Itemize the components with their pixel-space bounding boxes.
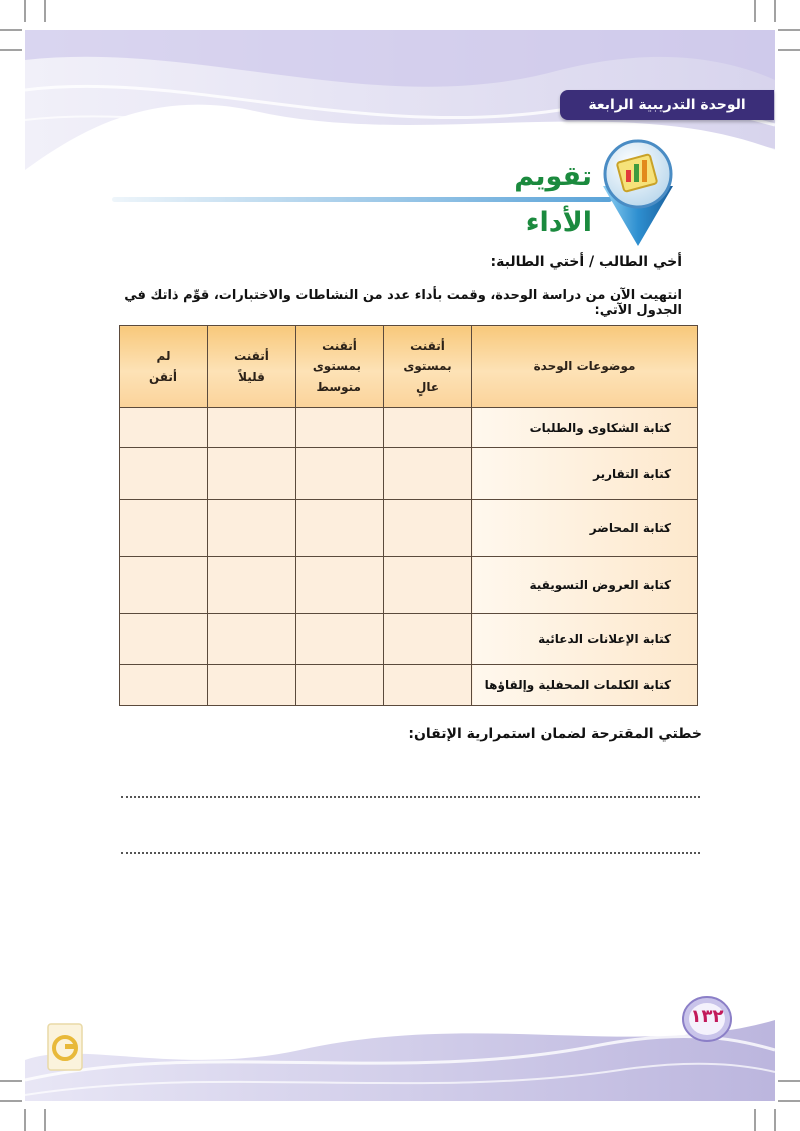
plan-answer-line[interactable]: [121, 852, 700, 854]
rating-cell-none[interactable]: [120, 557, 208, 614]
instruction-text: انتهيت الآن من دراسة الوحدة، وقمت بأداء عدد من النشاطات والاختبارات، قوِّم ذاتك في الجدول الآتي:: [124, 288, 682, 318]
header-high: أتقنت بمستوى عالٍ: [384, 326, 472, 408]
rating-cell-high[interactable]: [384, 614, 472, 665]
rating-cell-little[interactable]: [208, 557, 296, 614]
plan-label: خطتي المقترحة لضمان استمرارية الإتقان:: [408, 726, 702, 742]
rating-cell-little[interactable]: [208, 500, 296, 557]
rating-cell-high[interactable]: [384, 500, 472, 557]
plan-answer-line[interactable]: [121, 796, 700, 798]
rating-cell-medium[interactable]: [296, 500, 384, 557]
table-row: [120, 665, 698, 706]
header-none: لم أتقن: [120, 326, 208, 408]
rating-cell-none[interactable]: [120, 448, 208, 500]
publisher-logo-icon: [46, 1022, 84, 1072]
topic-cell: كتابة الكلمات المحفلية وإلقاؤها: [472, 665, 698, 706]
rating-cell-little[interactable]: [208, 448, 296, 500]
topic-cell: كتابة الشكاوى والطلبات: [472, 408, 698, 448]
rating-cell-none[interactable]: [120, 500, 208, 557]
table-row: [120, 557, 698, 614]
table-row: [120, 500, 698, 557]
rating-cell-medium[interactable]: [296, 557, 384, 614]
header-topics: موضوعات الوحدة: [472, 326, 698, 408]
table-header-row: [120, 326, 698, 408]
rating-cell-little[interactable]: [208, 408, 296, 448]
topic-cell: كتابة العروض التسويقية: [472, 557, 698, 614]
rating-cell-none[interactable]: [120, 614, 208, 665]
rating-cell-medium[interactable]: [296, 448, 384, 500]
topic-cell: كتابة التقارير: [472, 448, 698, 500]
rating-cell-little[interactable]: [208, 614, 296, 665]
table-row: [120, 448, 698, 500]
rating-cell-none[interactable]: [120, 408, 208, 448]
rating-cell-medium[interactable]: [296, 614, 384, 665]
topic-cell: كتابة الإعلانات الدعائية: [472, 614, 698, 665]
rating-cell-little[interactable]: [208, 665, 296, 706]
topic-cell: كتابة المحاضر: [472, 500, 698, 557]
unit-title-banner: الوحدة التدريبية الرابعة: [560, 90, 774, 120]
header-little: أتقنت قليلاً: [208, 326, 296, 408]
table-row: [120, 614, 698, 665]
rating-cell-medium[interactable]: [296, 408, 384, 448]
greeting-text: أخي الطالب / أختي الطالبة:: [490, 254, 682, 270]
rating-cell-high[interactable]: [384, 408, 472, 448]
page-number: ١٣٢: [690, 1006, 724, 1027]
section-title: تقويم الأداء: [514, 161, 592, 238]
table-row: [120, 408, 698, 448]
evaluation-chart-icon: [593, 136, 683, 248]
header-medium: أتقنت بمستوى متوسط: [296, 326, 384, 408]
rating-cell-none[interactable]: [120, 665, 208, 706]
rating-cell-high[interactable]: [384, 665, 472, 706]
rating-cell-high[interactable]: [384, 557, 472, 614]
self-evaluation-table: [119, 325, 698, 706]
rating-cell-high[interactable]: [384, 448, 472, 500]
rating-cell-medium[interactable]: [296, 665, 384, 706]
